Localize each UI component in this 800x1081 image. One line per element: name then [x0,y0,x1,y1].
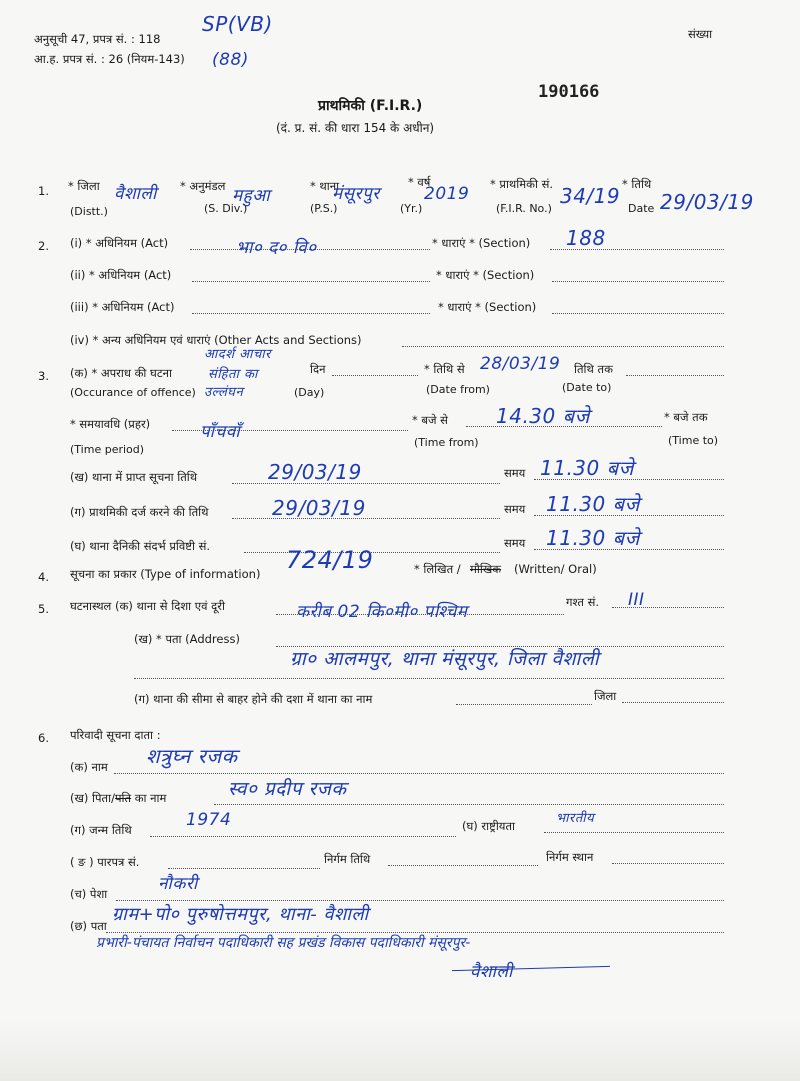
section-3-label: * धाराएं * (Section) [438,300,537,314]
district-name-label: जिला [594,689,617,703]
handwritten-section: 188 [566,226,606,250]
day-en-label: (Day) [294,386,325,399]
handwritten-father-name: स्व० प्रदीप रजक [228,778,347,800]
date-to-line [626,375,724,376]
handwritten-year: 2019 [424,184,470,204]
dob-label: (ग) जन्म तिथि [70,823,132,837]
place-of-occurrence-label: घटनास्थल (क) थाना से दिशा एवं दूरी [70,599,225,613]
act-2-line [192,281,430,282]
passport-label: ( ङ ) पारपत्र सं. [70,855,140,869]
time-from-label: * बजे से [412,413,448,427]
offence-en-label: (Occurance of offence) [70,386,196,399]
distt-label: (Distt.) [70,205,108,218]
written-oral-en-label: (Written/ Oral) [514,562,597,576]
offence-label: (क) * अपराध की घटना [70,366,173,380]
issue-date-label: निर्गम तिथि [324,852,371,866]
father-label-suffix: का नाम [134,791,167,805]
name-label: (क) नाम [70,760,108,774]
received-time-label: समय [504,466,526,480]
oral-struck-label: मौखिक [470,562,502,576]
handwritten-day-line-1: आदर्श आचार [204,347,271,362]
handwritten-police-station: मंसूरपुर [332,184,380,204]
section-3-line [552,313,724,314]
section-6-number: 6. [38,731,49,745]
written-label: * लिखित / [414,562,461,576]
time-period-label: * समयावधि (प्रहर) [70,417,151,431]
yr-label: (Yr.) [400,202,423,215]
section-3-number: 3. [38,369,49,383]
address-line-2 [134,678,724,679]
diary-entry-label: (घ) थाना दैनिकी संदर्भ प्रविष्टी सं. [70,539,211,553]
schedule-text: अनुसूची 47, प्रपत्र सं. : 118 [34,32,161,46]
section-1-label: * धाराएं * (Section) [432,236,531,250]
handwritten-registered-date: 29/03/19 [272,496,366,520]
section-1-number: 1. [38,184,49,198]
section-2-line [552,281,724,282]
handwritten-diary-time: 11.30 बजे [546,526,640,550]
handwritten-patrol-number: III [628,590,645,610]
handwritten-time-period: पाँचवाँ [200,422,241,442]
complainant-label: परिवादी सूचना दाता : [70,728,161,742]
ps-label: (P.S.) [310,202,338,215]
fir-number-en-label: (F.I.R. No.) [496,202,552,215]
sankhya-label: संख्या [688,27,713,41]
handwritten-day-line-3: उल्लंघन [204,385,244,400]
section-4-number: 4. [38,570,49,584]
fir-number-label: * प्राथमिकी सं. [490,177,554,191]
address-6-line [106,932,724,933]
document-subtitle: (दं. प्र. सं. की धारा 154 के अधीन) [276,121,435,135]
act-3-line [192,313,430,314]
handwritten-nationality: भारतीय [556,811,595,826]
time-period-en-label: (Time period) [70,443,145,456]
ah-form-text: आ.ह. प्रपत्र सं. : 26 (नियम-143) [34,52,185,66]
other-acts-label: (iv) * अन्य अधिनियम एवं धाराएं (Other Acts and Sections) [70,333,362,347]
date-to-label: तिथि तक [574,362,613,376]
father-label-prefix: (ख) पिता/ [70,791,115,805]
subdivision-label: * अनुमंडल [180,179,226,193]
handwritten-registered-time: 11.30 बजे [546,492,640,516]
handwritten-direction-distance: करीब 02 कि०मी० पश्चिम [296,602,468,622]
subdivision-en-label: (S. Div.) [204,202,248,215]
nationality-line [544,832,724,833]
father-name-label [70,792,166,805]
serial-number-stamp: 190166 [538,82,600,102]
section-2-label: * धाराएं * (Section) [436,268,535,282]
thana-label: * थाना [310,179,340,193]
dob-line [150,836,456,837]
handwritten-address-line-1: ग्राम+पो० पुरुषोत्तमपुर, थाना- वैशाली [112,904,369,925]
occupation-line [116,900,724,901]
patrol-number-label: गश्त सं. [566,595,600,609]
information-type-label: सूचना का प्रकार (Type of information) [70,567,261,581]
registered-date-label: (ग) प्राथमिकी दर्ज करने की तिथि [70,505,209,519]
issue-place-line [612,863,724,864]
handwritten-occupation: नौकरी [158,874,198,894]
handwritten-time-from: 14.30 बजे [496,404,590,428]
district-name-line [622,702,724,703]
handwritten-fir-number: 34/19 [560,184,621,208]
day-line [332,375,418,376]
date-en-label: Date [628,202,655,215]
address-line-1 [276,646,724,647]
handwritten-date-from: 28/03/19 [480,354,561,374]
handwritten-received-time: 11.30 बजे [540,456,634,480]
time-to-en-label: (Time to) [668,434,719,447]
other-acts-line [402,346,724,347]
occupation-label: (च) पेशा [70,887,108,901]
father-name-line [214,804,724,805]
time-from-en-label: (Time from) [414,436,479,449]
district-label: * जिला [68,179,100,193]
day-label: दिन [310,362,326,376]
issue-date-line [388,865,538,866]
address-label: (ख) * पता (Address) [134,632,240,646]
handwritten-form-no: (88) [212,50,249,70]
handwritten-address-line-3: वैशाली [470,962,513,982]
act-2-label: (ii) * अधिनियम (Act) [70,268,172,282]
date-from-en-label: (Date from) [426,383,490,396]
handwritten-complainant-name: शत्रुघ्न रजक [146,744,238,768]
address-6-label: (छ) पता [70,919,107,933]
handwritten-day-line-2: संहिता का [208,367,258,382]
act-3-label: (iii) * अधिनियम (Act) [70,300,175,314]
handwritten-address-line-2: प्रभारी-पंचायत निर्वाचन पदाधिकारी सह प्रखंड विकास पदाधिकारी मंसूरपुर- [96,935,471,951]
document-title: प्राथमिकी (F.I.R.) [318,98,423,114]
diary-time-label: समय [504,536,526,550]
year-label: * वर्ष [408,175,431,189]
handwritten-received-date: 29/03/19 [268,460,362,484]
name-line [114,773,724,774]
date-label: * तिथि [622,177,652,191]
handwritten-subdivision: महुआ [232,186,271,206]
registered-time-label: समय [504,502,526,516]
handwritten-dob: 1974 [186,810,232,830]
received-date-label: (ख) थाना में प्राप्त सूचना तिथि [70,470,198,484]
outside-thana-line [456,704,592,705]
section-5-number: 5. [38,602,49,616]
husband-struck-label: पति [114,791,132,805]
handwritten-diary-entry-number: 724/19 [286,546,374,574]
issue-place-label: निर्गम स्थान [546,850,594,864]
section-2-number: 2. [38,239,49,253]
time-to-label: * बजे तक [664,410,708,424]
handwritten-sp-note: SP(VB) [202,12,273,36]
date-from-label: * तिथि से [424,362,465,376]
outside-jurisdiction-label: (ग) थाना की सीमा से बाहर होने की दशा में थाना का नाम [134,692,373,706]
handwritten-incident-address: ग्रा० आलमपुर, थाना मंसूरपुर, जिला वैशाली [290,648,600,670]
handwritten-act: भा० द० वि० [236,238,317,258]
date-to-en-label: (Date to) [562,381,612,394]
handwritten-fir-date: 29/03/19 [660,190,754,214]
passport-line [168,868,320,869]
nationality-label: (घ) राष्ट्रीयता [462,819,516,833]
handwritten-district: वैशाली [114,184,157,204]
act-1-label: (i) * अधिनियम (Act) [70,236,169,250]
